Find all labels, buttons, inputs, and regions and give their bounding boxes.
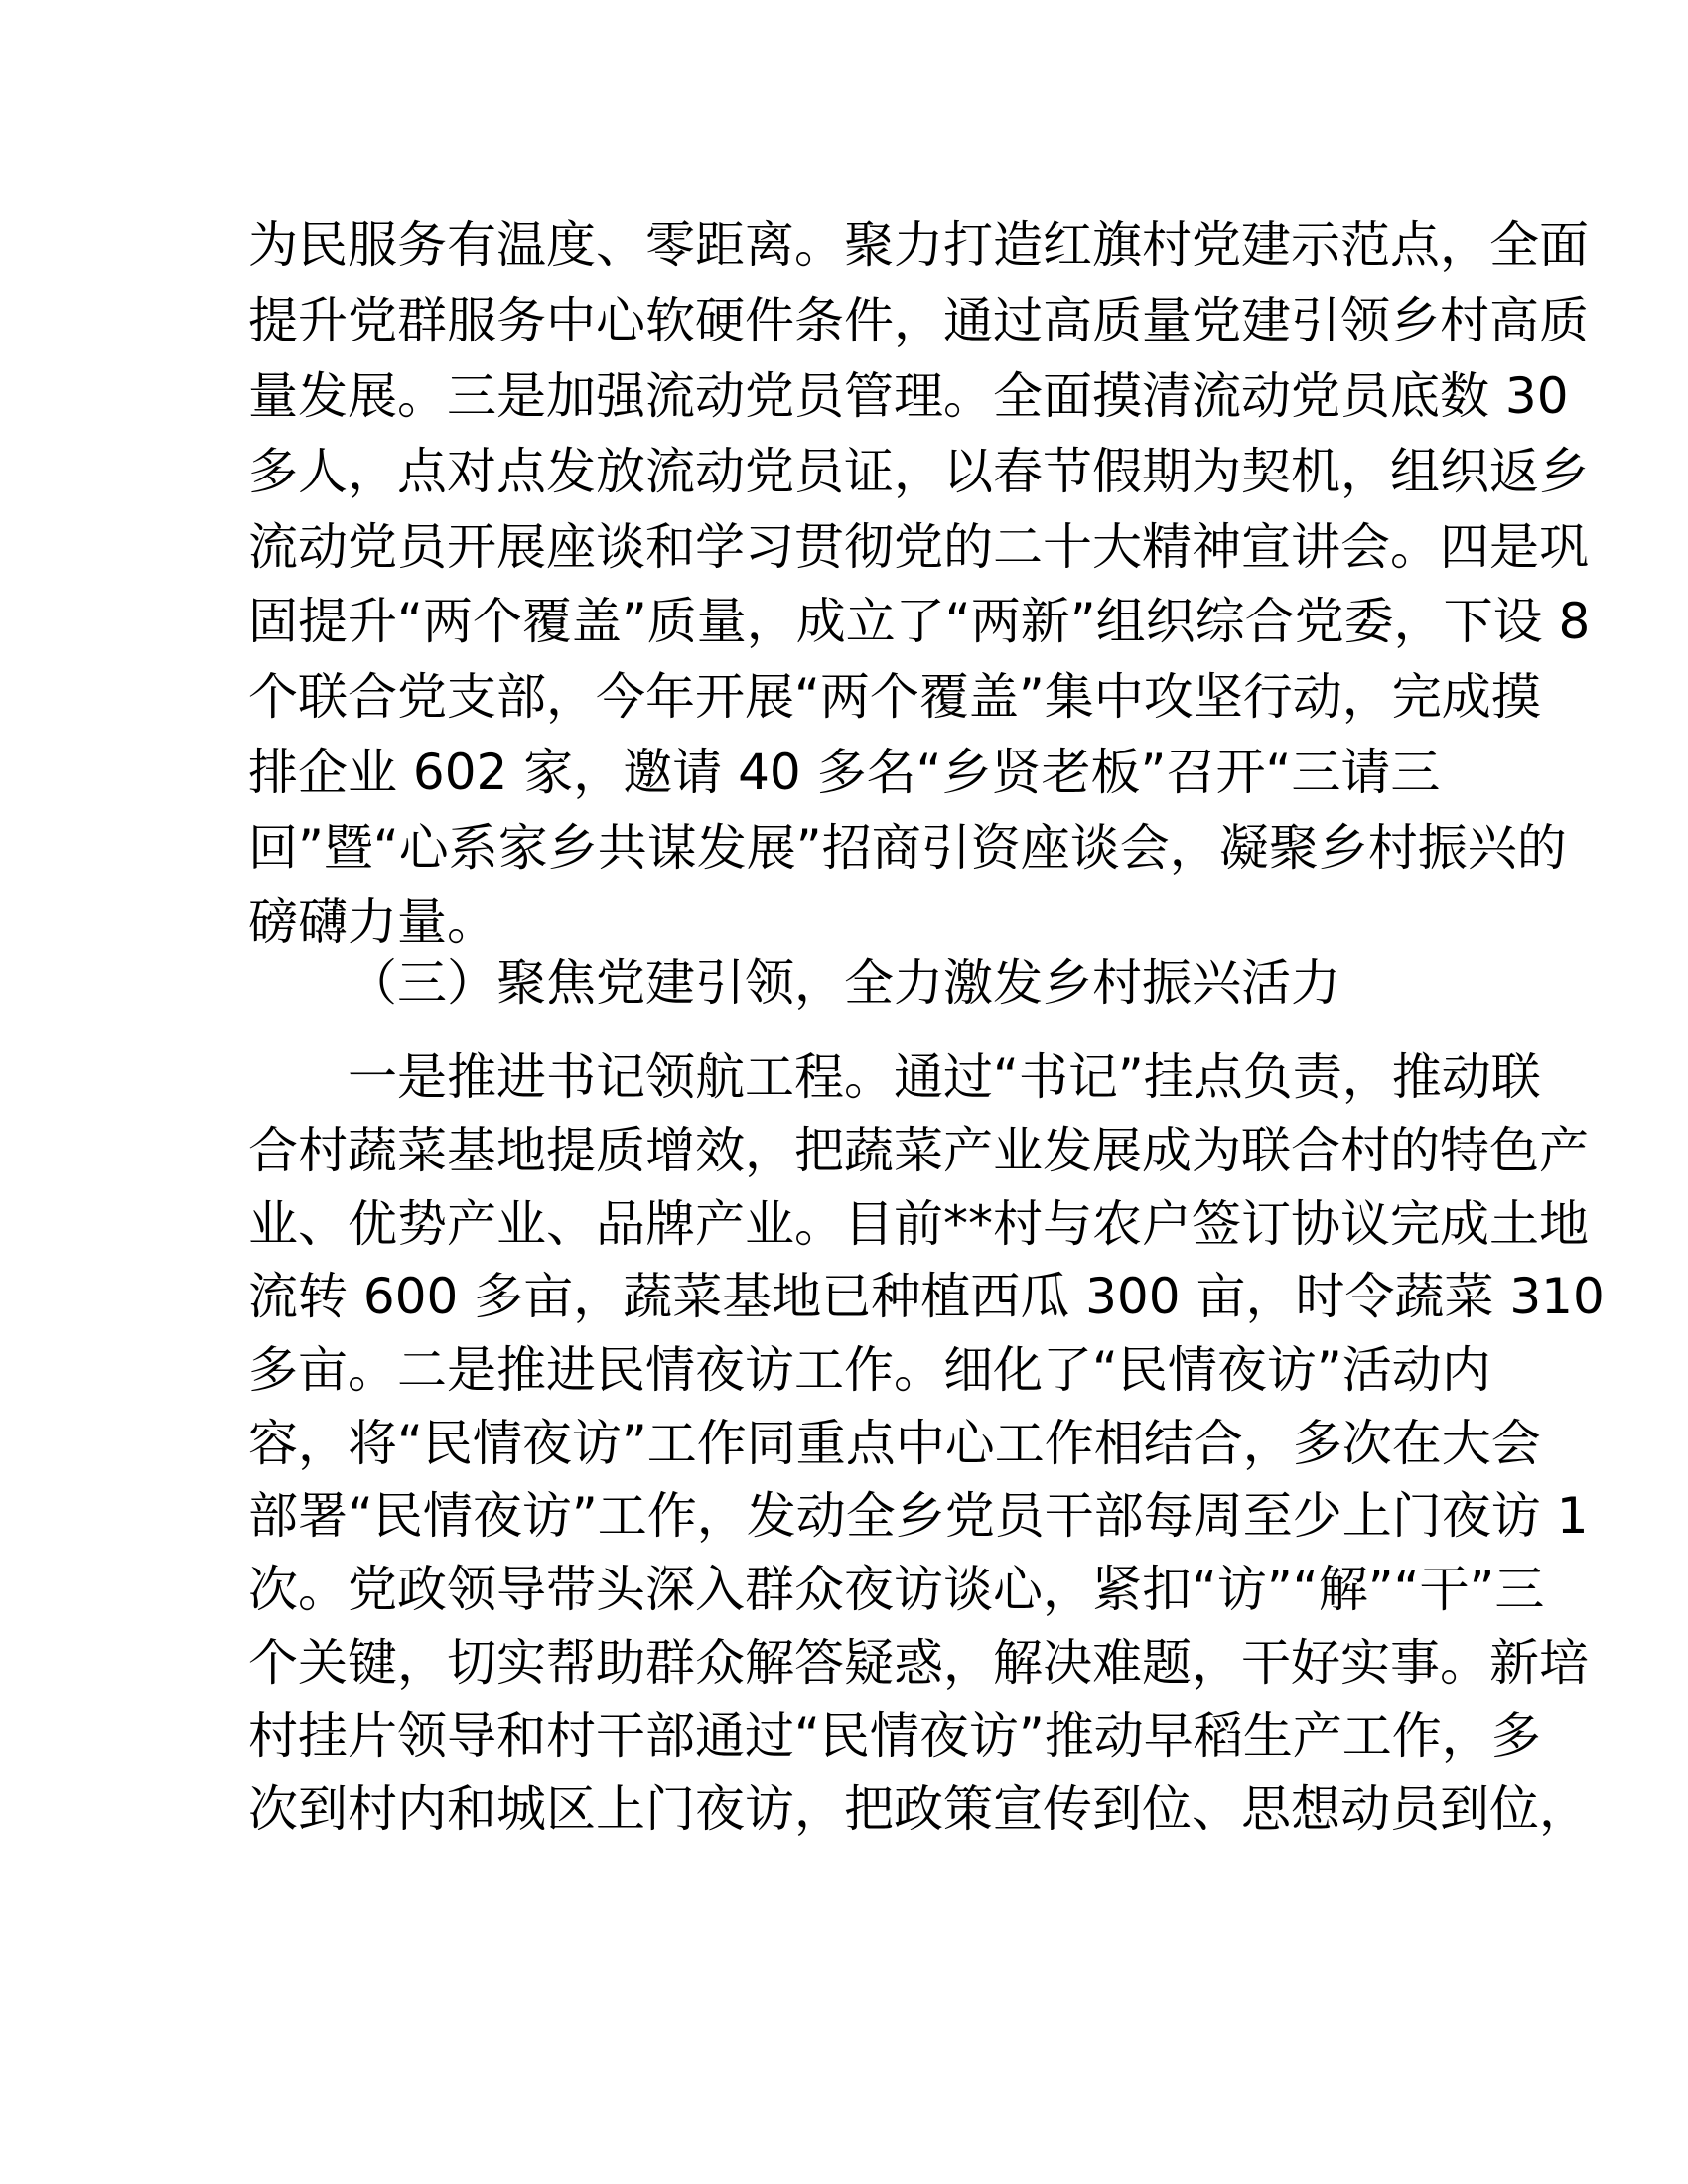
paragraph-line: 容，将“民情夜访”工作同重点中心工作相结合，多次在大会 xyxy=(248,1415,1541,1472)
paragraph-line: 多人，点对点发放流动党员证，以春节假期为契机，组织返乡 xyxy=(248,443,1589,500)
paragraph-line: 村挂片领导和村干部通过“民情夜访”推动早稻生产工作，多 xyxy=(248,1707,1541,1765)
paragraph-line: 合村蔬菜基地提质增效，把蔬菜产业发展成为联合村的特色产 xyxy=(248,1122,1589,1179)
paragraph-line: 排企业 602 家，邀请 40 多名“乡贤老板”召开“三请三 xyxy=(248,744,1441,801)
paragraph-line: 部署“民情夜访”工作，发动全乡党员干部每周至少上门夜访 1 xyxy=(248,1487,1589,1545)
paragraph-line: 一是推进书记领航工程。通过“书记”挂点负责，推动联 xyxy=(348,1048,1541,1106)
paragraph-line: 多亩。二是推进民情夜访工作。细化了“民情夜访”活动内 xyxy=(248,1341,1491,1399)
paragraph-line: 次。党政领导带头深入群众夜访谈心，紧扣“访”“解”“干”三 xyxy=(248,1561,1545,1618)
paragraph-line: 磅礴力量。 xyxy=(248,893,496,951)
section-heading: （三）聚焦党建引领，全力激发乡村振兴活力 xyxy=(348,954,1340,1012)
paragraph-line: 提升党群服务中心软硬件条件，通过高质量党建引领乡村高质 xyxy=(248,292,1589,349)
paragraph-line: 为民服务有温度、零距离。聚力打造红旗村党建示范点，全面 xyxy=(248,216,1589,274)
paragraph-line: 个联合党支部，今年开展“两个覆盖”集中攻坚行动，完成摸 xyxy=(248,668,1541,726)
paragraph-line: 量发展。三是加强流动党员管理。全面摸清流动党员底数 30 xyxy=(248,367,1569,425)
paragraph-line: 流动党员开展座谈和学习贯彻党的二十大精神宣讲会。四是巩 xyxy=(248,518,1589,576)
paragraph-line: 个关键，切实帮助群众解答疑惑，解决难题，干好实事。新培 xyxy=(248,1634,1589,1692)
paragraph-line: 回”暨“心系家乡共谋发展”招商引资座谈会，凝聚乡村振兴的 xyxy=(248,819,1567,877)
paragraph-line: 固提升“两个覆盖”质量，成立了“两新”组织综合党委，下设 8 xyxy=(248,593,1591,650)
paragraph-line: 次到村内和城区上门夜访，把政策宣传到位、思想动员到位， xyxy=(248,1780,1589,1838)
paragraph-line: 流转 600 多亩，蔬菜基地已种植西瓜 300 亩，时令蔬菜 310 xyxy=(248,1268,1605,1325)
paragraph-line: 业、优势产业、品牌产业。目前**村与农户签订协议完成土地 xyxy=(248,1195,1589,1253)
